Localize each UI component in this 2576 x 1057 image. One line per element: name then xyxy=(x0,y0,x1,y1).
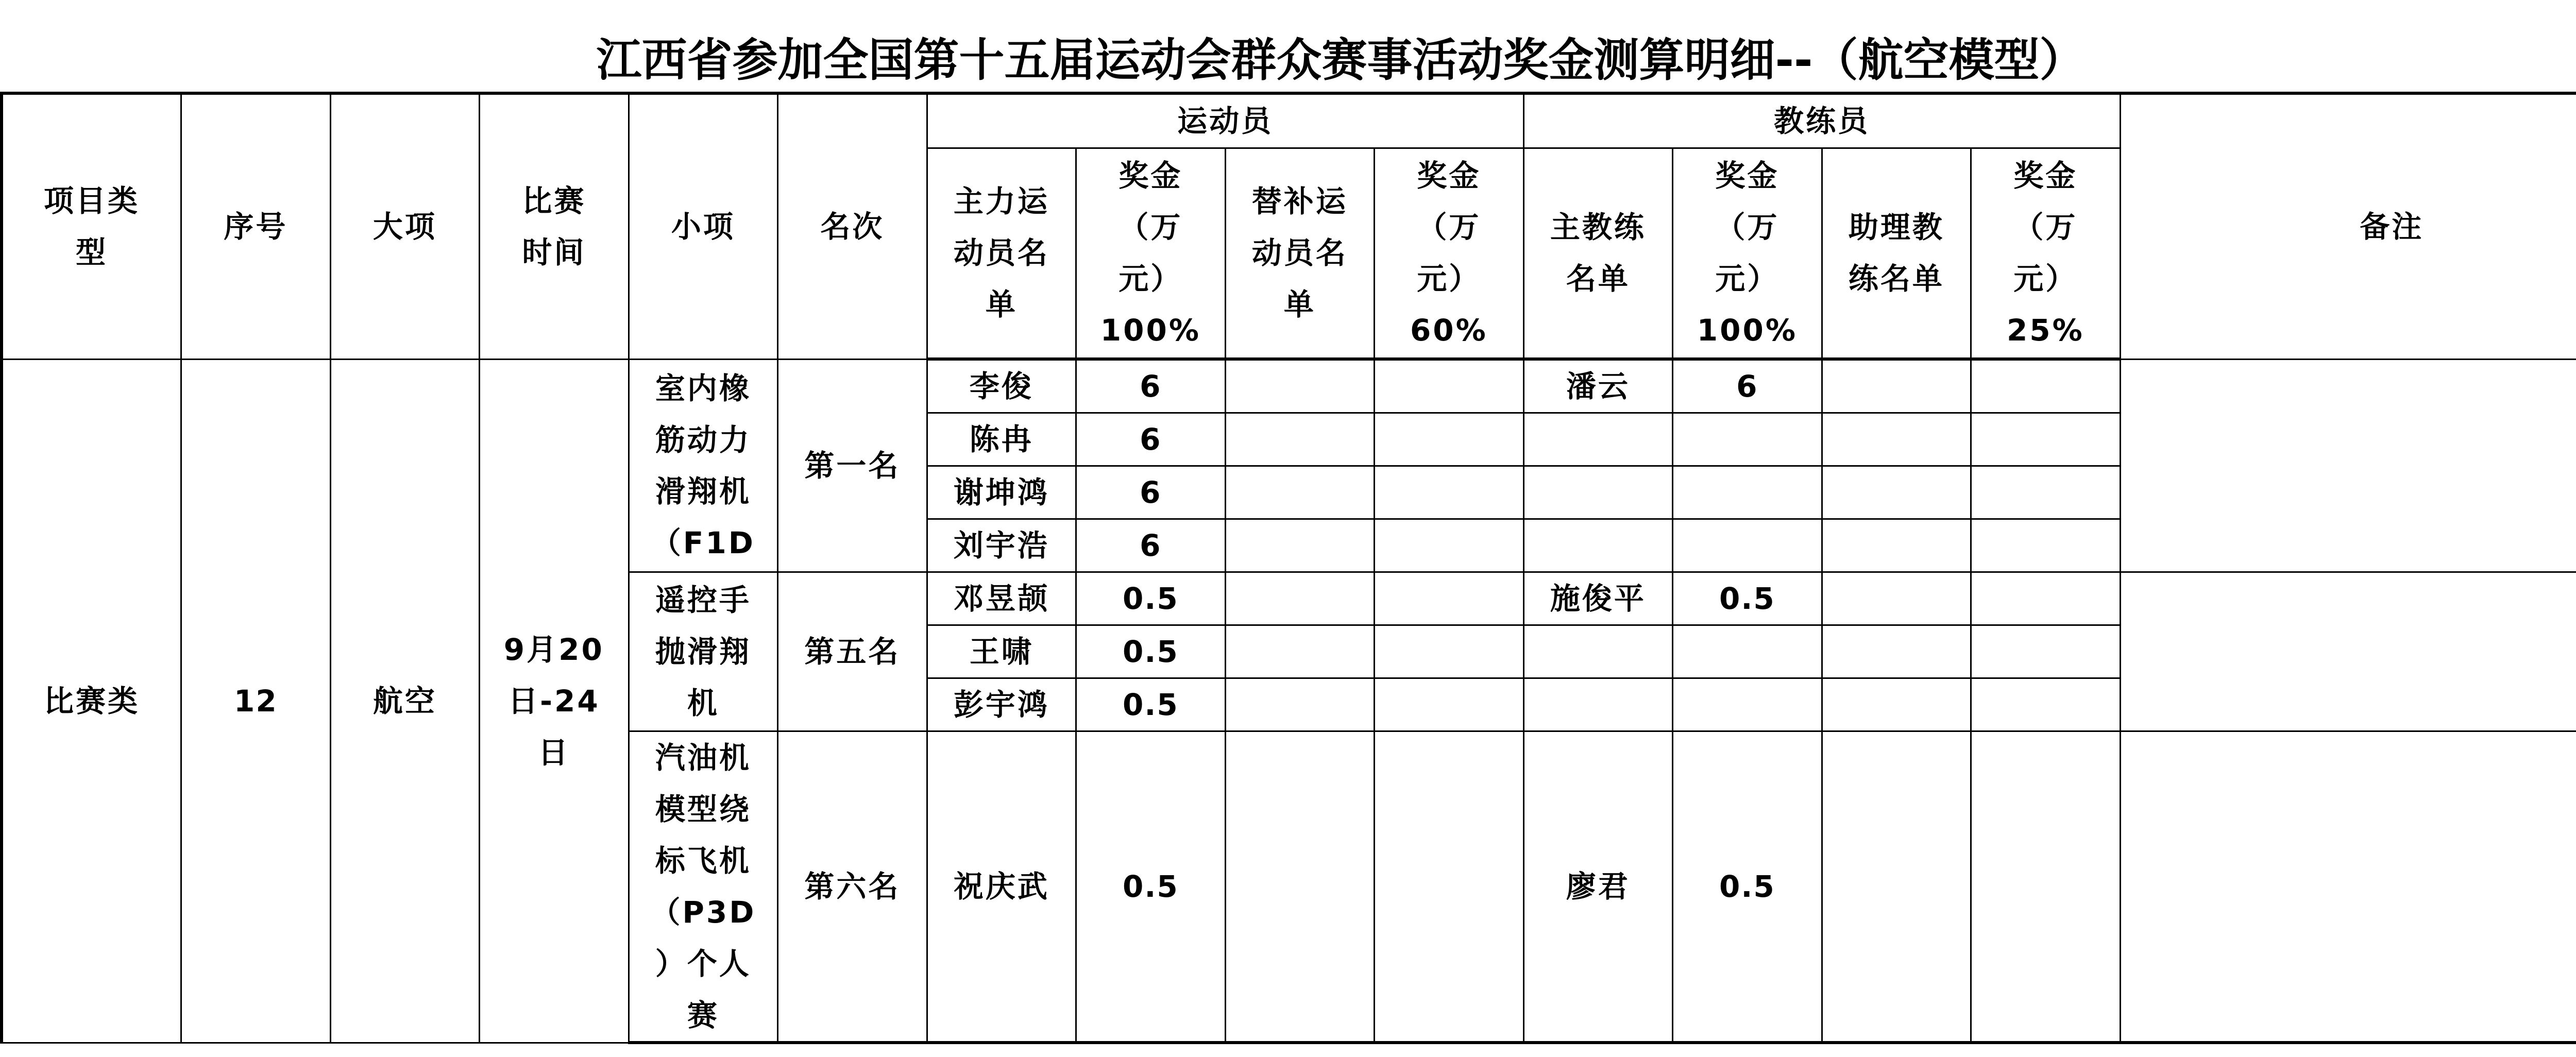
cell-coach xyxy=(1523,466,1673,519)
header-bonus-25: 奖金 （万 元） 25% xyxy=(1971,148,2121,359)
cell-bonus: 6 xyxy=(1076,413,1226,466)
cell-coach-bonus xyxy=(1673,519,1822,572)
cell-sub-event: 汽油机 模型绕 标飞机 （P3D ）个人 赛 xyxy=(629,731,778,1043)
cell-assistant-coach xyxy=(1822,519,1971,572)
cell-bonus-25 xyxy=(1971,466,2121,519)
cell-athlete: 李俊 xyxy=(927,359,1076,413)
cell-sub-event: 室内橡 筋动力 滑翔机 （F1D xyxy=(629,359,778,572)
header-coach-bonus-100: 奖金 （万 元） 100% xyxy=(1673,148,1822,359)
header-bonus-100: 奖金 （万 元） 100% xyxy=(1076,148,1226,359)
cell-athlete: 王啸 xyxy=(927,625,1076,678)
cell-rank: 第六名 xyxy=(778,731,927,1043)
header-sub-athletes: 替补运 动员名 单 xyxy=(1225,148,1375,359)
cell-coach: 施俊平 xyxy=(1523,572,1673,625)
cell-coach-bonus: 6 xyxy=(1673,359,1822,413)
cell-athlete: 邓昱颉 xyxy=(927,572,1076,625)
header-athletes-group: 运动员 xyxy=(927,93,1523,148)
header-assistant-coaches: 助理教 练名单 xyxy=(1822,148,1971,359)
cell-project-type: 比赛类 xyxy=(2,359,181,1043)
cell-rank: 第五名 xyxy=(778,572,927,731)
cell-bonus-25 xyxy=(1971,519,2121,572)
cell-coach xyxy=(1523,519,1673,572)
cell-bonus-25 xyxy=(1971,678,2121,731)
cell-coach: 潘云 xyxy=(1523,359,1673,413)
header-rank: 名次 xyxy=(778,93,927,359)
header-coaches-group: 教练员 xyxy=(1523,93,2120,148)
cell-bonus-25 xyxy=(1971,413,2121,466)
cell-bonus: 0.5 xyxy=(1076,572,1226,625)
cell-assistant-coach xyxy=(1822,413,1971,466)
header-seq: 序号 xyxy=(181,93,331,359)
cell-rank: 第一名 xyxy=(778,359,927,572)
cell-athlete: 祝庆武 xyxy=(927,731,1076,1043)
cell-sub-athlete xyxy=(1225,625,1375,678)
cell-coach xyxy=(1523,625,1673,678)
header-sub-event: 小项 xyxy=(629,93,778,359)
cell-bonus-60 xyxy=(1375,572,1524,625)
cell-coach: 廖君 xyxy=(1523,731,1673,1043)
cell-sub-athlete xyxy=(1225,678,1375,731)
cell-bonus-60 xyxy=(1375,519,1524,572)
cell-match-time: 9月20 日-24 日 xyxy=(480,359,629,1043)
cell-assistant-coach xyxy=(1822,466,1971,519)
cell-remarks xyxy=(2120,359,2576,572)
cell-coach-bonus xyxy=(1673,413,1822,466)
cell-bonus-60 xyxy=(1375,625,1524,678)
bonus-table xyxy=(0,92,2576,1044)
header-major-event: 大项 xyxy=(330,93,480,359)
cell-bonus-60 xyxy=(1375,413,1524,466)
cell-bonus-60 xyxy=(1375,731,1524,1043)
cell-sub-athlete xyxy=(1225,413,1375,466)
cell-bonus-25 xyxy=(1971,572,2121,625)
cell-remarks xyxy=(2120,572,2576,731)
cell-bonus-60 xyxy=(1375,359,1524,413)
cell-seq: 12 xyxy=(181,359,331,1043)
table-row xyxy=(2,359,2576,413)
cell-assistant-coach xyxy=(1822,359,1971,413)
cell-sub-event: 遥控手 抛滑翔 机 xyxy=(629,572,778,731)
cell-assistant-coach xyxy=(1822,678,1971,731)
cell-sub-athlete xyxy=(1225,359,1375,413)
header-project-type: 项目类 型 xyxy=(2,93,181,359)
header-main-coaches: 主教练 名单 xyxy=(1523,148,1673,359)
cell-assistant-coach xyxy=(1822,625,1971,678)
cell-bonus-60 xyxy=(1375,678,1524,731)
cell-bonus-25 xyxy=(1971,625,2121,678)
cell-major-event: 航空 xyxy=(330,359,480,1043)
cell-athlete: 谢坤鸿 xyxy=(927,466,1076,519)
header-bonus-60: 奖金 （万 元） 60% xyxy=(1375,148,1524,359)
cell-remarks xyxy=(2120,731,2576,1043)
cell-athlete: 彭宇鸿 xyxy=(927,678,1076,731)
cell-bonus: 6 xyxy=(1076,466,1226,519)
cell-sub-athlete xyxy=(1225,466,1375,519)
cell-bonus: 6 xyxy=(1076,519,1226,572)
cell-coach-bonus xyxy=(1673,678,1822,731)
cell-bonus: 0.5 xyxy=(1076,731,1226,1043)
header-match-time: 比赛 时间 xyxy=(480,93,629,359)
cell-coach-bonus xyxy=(1673,625,1822,678)
cell-athlete: 陈冉 xyxy=(927,413,1076,466)
header-remarks: 备注 xyxy=(2120,93,2576,359)
cell-bonus-25 xyxy=(1971,359,2121,413)
cell-coach xyxy=(1523,413,1673,466)
sheet-title: 江西省参加全国第十五届运动会群众赛事活动奖金测算明细--（航空模型） xyxy=(596,33,2085,87)
cell-assistant-coach xyxy=(1822,731,1971,1043)
cell-coach-bonus: 0.5 xyxy=(1673,731,1822,1043)
cell-bonus-60 xyxy=(1375,466,1524,519)
cell-bonus: 0.5 xyxy=(1076,678,1226,731)
cell-athlete: 刘宇浩 xyxy=(927,519,1076,572)
cell-sub-athlete xyxy=(1225,519,1375,572)
cell-bonus-25 xyxy=(1971,731,2121,1043)
cell-assistant-coach xyxy=(1822,572,1971,625)
header-main-athletes: 主力运 动员名 单 xyxy=(927,148,1076,359)
cell-bonus: 6 xyxy=(1076,359,1226,413)
cell-coach xyxy=(1523,678,1673,731)
cell-sub-athlete xyxy=(1225,731,1375,1043)
cell-coach-bonus: 0.5 xyxy=(1673,572,1822,625)
cell-coach-bonus xyxy=(1673,466,1822,519)
cell-bonus: 0.5 xyxy=(1076,625,1226,678)
cell-sub-athlete xyxy=(1225,572,1375,625)
